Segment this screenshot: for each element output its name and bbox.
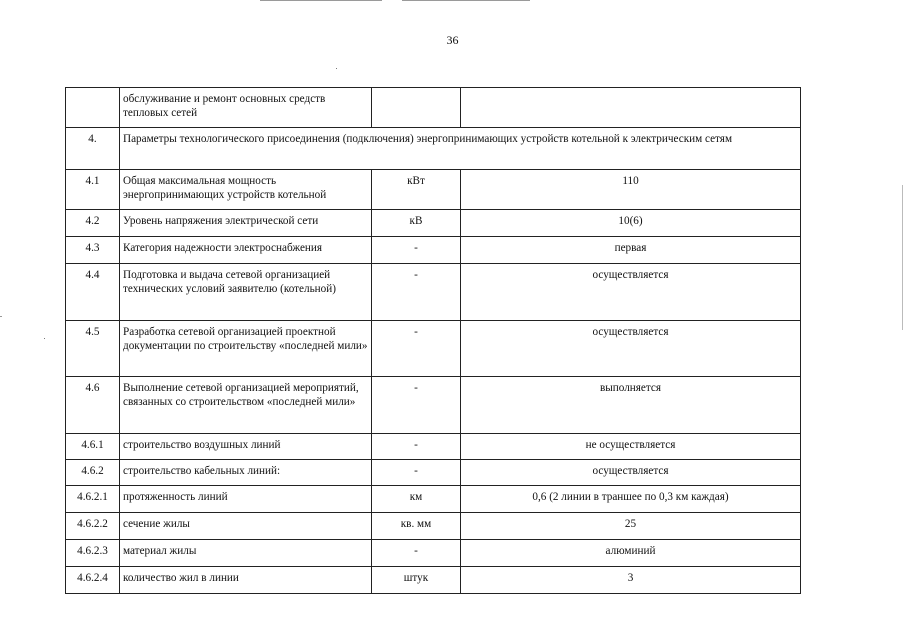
table-row: [66, 237, 801, 264]
section-title: Параметры технологического присоединения (подключения) энергопринимающих устройств котельной к электрическим сетям: [120, 128, 801, 170]
page-number: 36: [446, 33, 459, 47]
row-value: [461, 88, 801, 128]
row-description: Общая максимальная мощность энергопринимающих устройств котельной: [120, 170, 372, 210]
row-description: обслуживание и ремонт основных средств тепловых сетей: [120, 88, 372, 128]
row-description: строительство кабельных линий:: [120, 460, 372, 486]
row-value: 25: [461, 513, 801, 540]
scan-top-line-right: [402, 0, 530, 1]
scan-edge-mark: [902, 185, 903, 330]
row-number: 4.3: [66, 237, 120, 264]
row-number: 4.5: [66, 321, 120, 377]
row-unit: -: [372, 460, 461, 486]
row-unit: -: [372, 321, 461, 377]
row-description: сечение жилы: [120, 513, 372, 540]
row-number: 4.6.2.4: [66, 567, 120, 594]
row-unit: кВ: [372, 210, 461, 237]
scan-speck: [336, 68, 337, 69]
row-unit: [372, 88, 461, 128]
row-number: 4.6.2: [66, 460, 120, 486]
table-row: [66, 434, 801, 460]
row-value: 10(6): [461, 210, 801, 237]
table-row: [66, 88, 801, 128]
row-description: протяженность линий: [120, 486, 372, 513]
row-value: осуществляется: [461, 321, 801, 377]
row-unit: -: [372, 540, 461, 567]
row-unit: -: [372, 377, 461, 434]
row-unit: -: [372, 237, 461, 264]
table-row: [66, 486, 801, 513]
row-description: материал жилы: [120, 540, 372, 567]
row-value: 3: [461, 567, 801, 594]
row-number: 4.6.2.2: [66, 513, 120, 540]
table-row: [66, 460, 801, 486]
row-number: [66, 88, 120, 128]
row-description: Выполнение сетевой организацией мероприятий, связанных со строительством «последней мили»: [120, 377, 372, 434]
row-number: 4.1: [66, 170, 120, 210]
row-value: не осуществляется: [461, 434, 801, 460]
row-value: 110: [461, 170, 801, 210]
scan-edge-mark: [0, 316, 2, 317]
table-row: [66, 170, 801, 210]
row-description: Разработка сетевой организацией проектной документации по строительству «последней мили»: [120, 321, 372, 377]
table-row: [66, 264, 801, 321]
row-unit: кВт: [372, 170, 461, 210]
table-row: [66, 540, 801, 567]
row-value: первая: [461, 237, 801, 264]
spec-table: [65, 87, 801, 594]
row-unit: км: [372, 486, 461, 513]
row-description: строительство воздушных линий: [120, 434, 372, 460]
row-number: 4.4: [66, 264, 120, 321]
row-number: 4.6.2.1: [66, 486, 120, 513]
row-value: выполняется: [461, 377, 801, 434]
section-row: [66, 128, 801, 170]
row-unit: штук: [372, 567, 461, 594]
row-value: осуществляется: [461, 264, 801, 321]
row-number: 4.6.2.3: [66, 540, 120, 567]
row-description: Уровень напряжения электрической сети: [120, 210, 372, 237]
row-unit: -: [372, 264, 461, 321]
row-value: осуществляется: [461, 460, 801, 486]
row-number: 4.: [66, 128, 120, 170]
row-description: количество жил в линии: [120, 567, 372, 594]
row-unit: кв. мм: [372, 513, 461, 540]
row-value: алюминий: [461, 540, 801, 567]
table-row: [66, 210, 801, 237]
row-number: 4.6.1: [66, 434, 120, 460]
row-number: 4.2: [66, 210, 120, 237]
scan-speck: [44, 338, 45, 339]
row-number: 4.6: [66, 377, 120, 434]
table-row: [66, 513, 801, 540]
table-row: [66, 567, 801, 594]
table-row: [66, 377, 801, 434]
table-row: [66, 321, 801, 377]
row-value: 0,6 (2 линии в траншее по 0,3 км каждая): [461, 486, 801, 513]
row-description: Категория надежности электроснабжения: [120, 237, 372, 264]
row-description: Подготовка и выдача сетевой организацией технических условий заявителю (котельной): [120, 264, 372, 321]
scan-top-line-left: [260, 0, 382, 1]
row-unit: -: [372, 434, 461, 460]
